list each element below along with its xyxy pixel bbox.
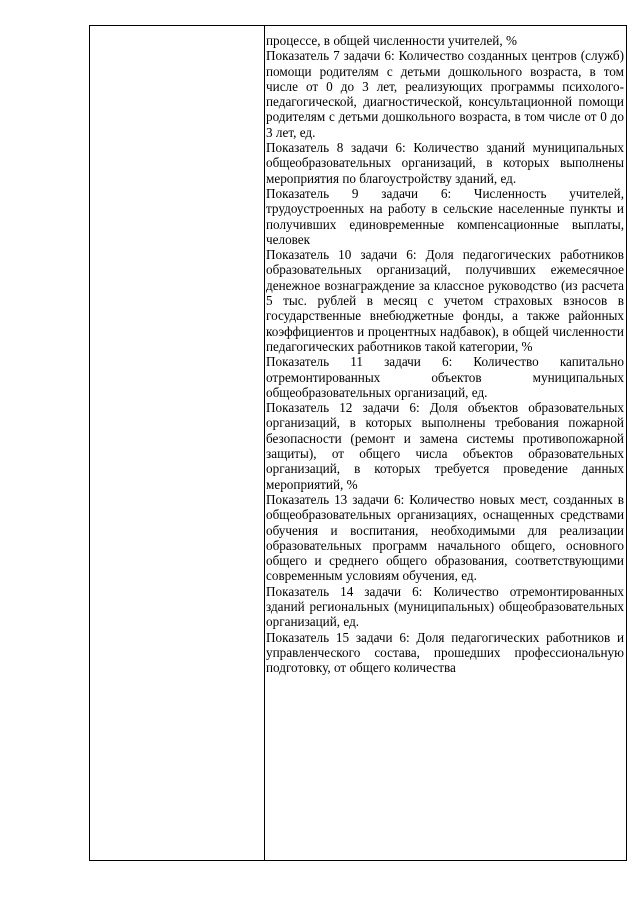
indicator-8: Показатель 8 задачи 6: Количество зданий муниципальных общеобразовательных организаций, в которых выполнены мероприятия по благоустройству зданий, ед. (266, 140, 624, 186)
indicator-10: Показатель 10 задачи 6: Доля педагогических работников образовательных организаций, получивших ежемесячное денежное вознаграждение за классное руководство (из расчета 5 тыс. рублей в месяц с учетом страховых взносов в государственные внебюджетные фонды, а также районных коэффициентов и процентных надбавок), в общей численности педагогических работников такой категории, % (266, 247, 624, 354)
table-left-cell (90, 26, 265, 860)
document-table (89, 25, 627, 861)
indicator-7: Показатель 7 задачи 6: Количество созданных центров (служб) помощи родителям с детьми дошкольного возраста, в том числе от 0 до 3 лет, реализующих программы психолого-педагогической, диагностической, консультационной помощи родителям с детьми дошкольного возраста, в том числе от 0 до 3 лет, ед. (266, 48, 624, 140)
indicator-14: Показатель 14 задачи 6: Количество отремонтированных зданий региональных (муниципальных) общеобразовательных организаций, ед. (266, 583, 624, 630)
table-right-cell (265, 26, 626, 860)
indicator-11: Показатель 11 задачи 6: Количество капитально отремонтированных объектов муниципальных общеобразовательных организаций, ед. (266, 354, 624, 400)
continuation-text: процессе, в общей численности учителей, % (266, 33, 517, 48)
indicator-9: Показатель 9 задачи 6: Численность учителей, трудоустроенных на работу в сельские населенные пункты и получивших единовременные компенсационные выплаты, человек (266, 185, 624, 247)
indicator-15: Показатель 15 задачи 6: Доля педагогических работников и управленческого состава, прошедших профессиональную подготовку, от общего количества (266, 629, 624, 676)
indicator-13: Показатель 13 задачи 6: Количество новых мест, созданных в общеобразовательных организациях, оснащенных средствами обучения и воспитания, необходимыми для реализации образовательных программ начального общего, основного общего и среднего общего образования, соответствующими современным условиям обучения, ед. (266, 491, 624, 584)
indicator-12: Показатель 12 задачи 6: Доля объектов образовательных организаций, в которых выполнены требования пожарной безопасности (ремонт и замена системы противопожарной защиты), от общего числа объектов образовательных организаций, в которых требуется проведение данных мероприятий, % (266, 400, 624, 492)
